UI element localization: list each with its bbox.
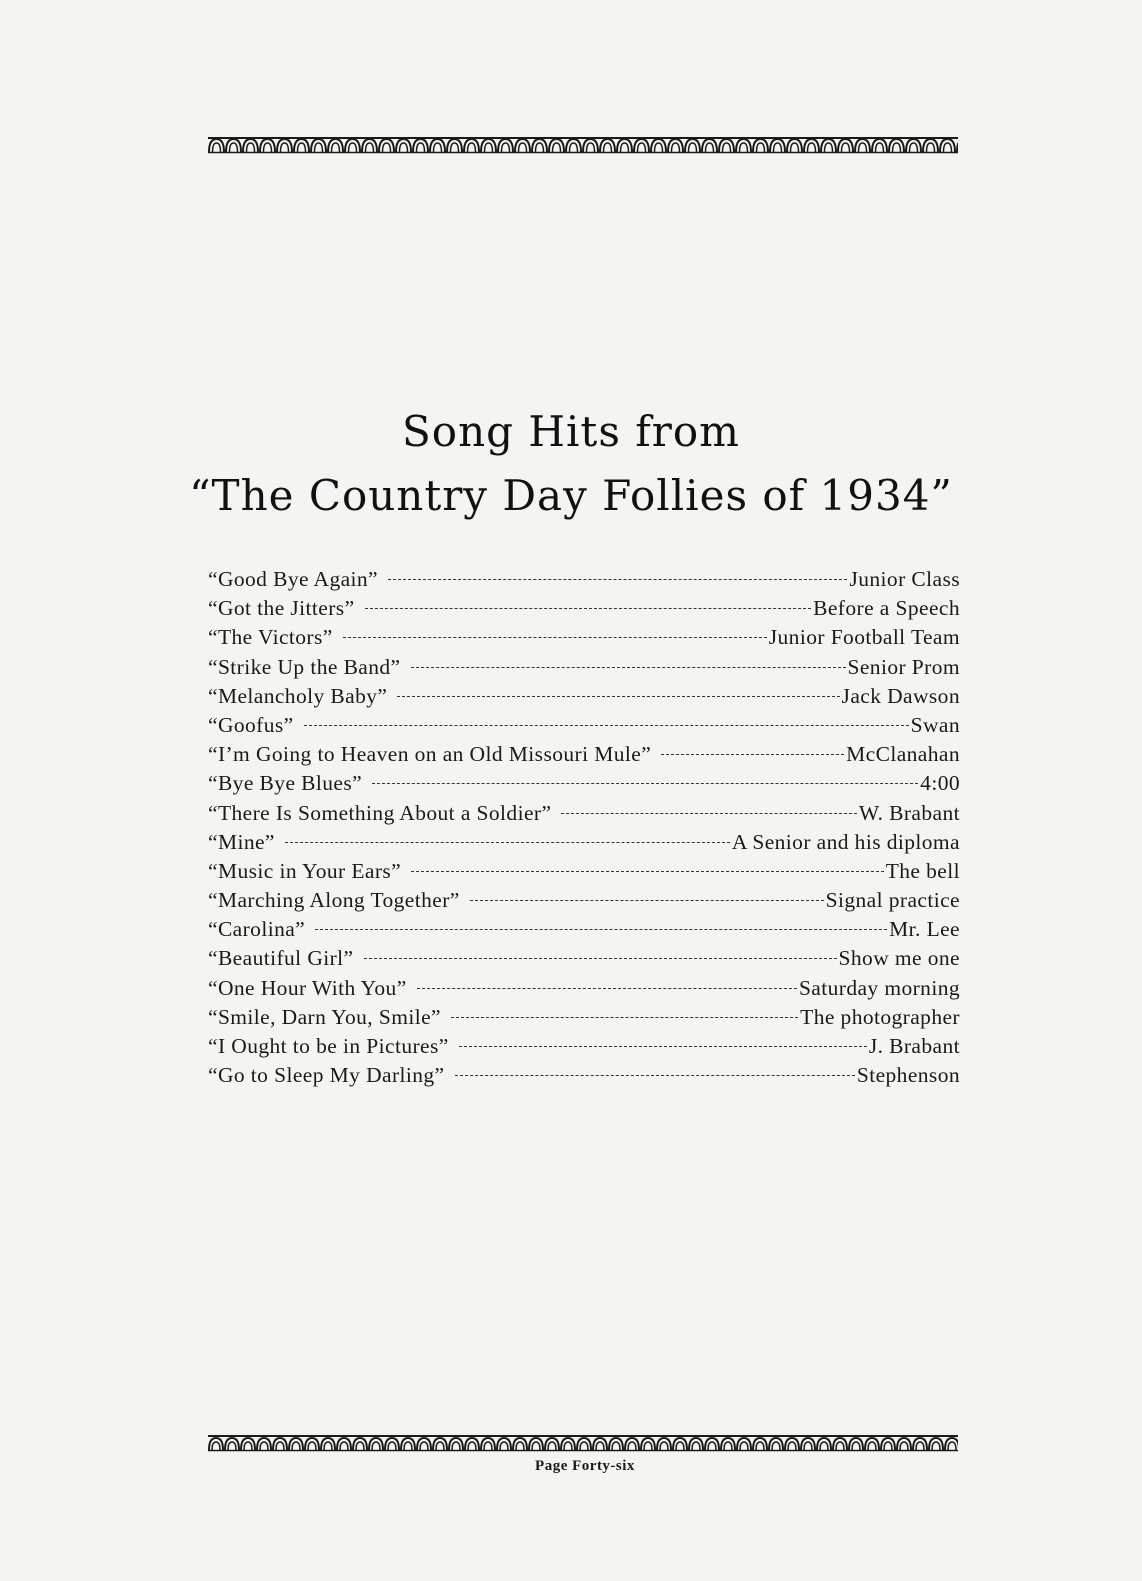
song-row — [208, 944, 960, 973]
song-title: “Mine” — [208, 829, 275, 854]
page-heading — [0, 400, 1142, 528]
dashed-leader — [470, 900, 824, 901]
dashed-leader — [388, 579, 847, 580]
song-credit: J. Brabant — [868, 1034, 960, 1058]
song-row — [208, 711, 960, 740]
song-row — [208, 915, 960, 944]
song-row — [208, 974, 960, 1003]
bottom-border-pattern — [208, 1434, 958, 1452]
song-credit: 4:00 — [920, 771, 960, 796]
song-title: “Good Bye Again” — [208, 567, 379, 591]
song-title: “Carolina” — [208, 917, 306, 942]
song-row — [208, 565, 960, 594]
song-row — [208, 886, 960, 915]
dashed-leader — [455, 1075, 855, 1076]
bottom-ornamental-border — [208, 1434, 958, 1452]
song-credit: The photographer — [800, 1004, 960, 1029]
dashed-leader — [343, 637, 767, 638]
dashed-leader — [372, 783, 918, 784]
song-credit: The bell — [885, 858, 960, 883]
song-credit: Stephenson — [856, 1063, 960, 1088]
song-row — [208, 653, 960, 682]
song-row — [208, 769, 960, 798]
dashed-leader — [364, 958, 837, 959]
song-credit: Junior Football Team — [768, 625, 960, 650]
song-row — [208, 1061, 960, 1090]
song-row — [208, 857, 960, 886]
song-row — [208, 623, 960, 652]
song-title: “Melancholy Baby” — [208, 683, 388, 708]
song-title: “Beautiful Girl” — [208, 946, 354, 971]
song-credit: Junior Class — [849, 567, 960, 591]
song-title: “Got the Jitters” — [208, 596, 355, 621]
song-row — [208, 1003, 960, 1032]
song-row — [208, 740, 960, 769]
song-title: “Goofus” — [208, 712, 294, 737]
song-title: “There Is Something About a Soldier” — [208, 800, 552, 825]
dashed-leader — [561, 813, 856, 814]
top-ornamental-border — [208, 136, 958, 154]
song-credit: Swan — [910, 712, 960, 737]
song-title: “Music in Your Ears” — [208, 858, 402, 883]
song-credit: Saturday morning — [798, 975, 960, 1000]
song-title: “Marching Along Together” — [208, 888, 460, 913]
dashed-leader — [411, 667, 846, 668]
dashed-leader — [304, 725, 909, 726]
song-title: “I Ought to be in Pictures” — [208, 1034, 449, 1058]
dashed-leader — [285, 842, 730, 843]
song-title: “Strike Up the Band” — [208, 654, 401, 679]
song-credit: Signal practice — [825, 888, 960, 913]
song-row — [208, 594, 960, 623]
dashed-leader — [315, 929, 887, 930]
song-title: “Go to Sleep My Darling” — [208, 1063, 445, 1088]
song-title: “The Victors” — [208, 625, 333, 650]
song-credit: Jack Dawson — [841, 683, 960, 708]
dashed-leader — [417, 988, 797, 989]
dashed-leader — [397, 696, 839, 697]
heading-line-2: “The Country Day Follies of 1934” — [189, 471, 953, 520]
song-credit: Show me one — [838, 946, 960, 971]
song-list — [208, 565, 960, 1090]
dashed-leader — [411, 871, 884, 872]
heading-line-1: Song Hits from — [402, 407, 740, 456]
song-credit: Before a Speech — [813, 596, 960, 621]
song-credit: Mr. Lee — [889, 917, 960, 942]
top-border-pattern — [208, 136, 958, 154]
song-credit: McClanahan — [846, 742, 960, 767]
dashed-leader — [661, 754, 844, 755]
dashed-leader — [459, 1046, 867, 1047]
song-title: “Bye Bye Blues” — [208, 771, 363, 796]
dashed-leader — [365, 608, 812, 609]
song-row — [208, 828, 960, 857]
song-row — [208, 799, 960, 828]
song-row — [208, 1032, 960, 1061]
song-row — [208, 682, 960, 711]
song-title: “Smile, Darn You, Smile” — [208, 1004, 441, 1029]
song-credit: W. Brabant — [858, 800, 960, 825]
dashed-leader — [451, 1017, 798, 1018]
song-title: “I’m Going to Heaven on an Old Missouri Mule” — [208, 742, 652, 767]
song-title: “One Hour With You” — [208, 975, 407, 1000]
song-credit: A Senior and his diploma — [731, 829, 960, 854]
song-credit: Senior Prom — [847, 654, 960, 679]
page-number: Page Forty-six — [535, 1458, 635, 1474]
